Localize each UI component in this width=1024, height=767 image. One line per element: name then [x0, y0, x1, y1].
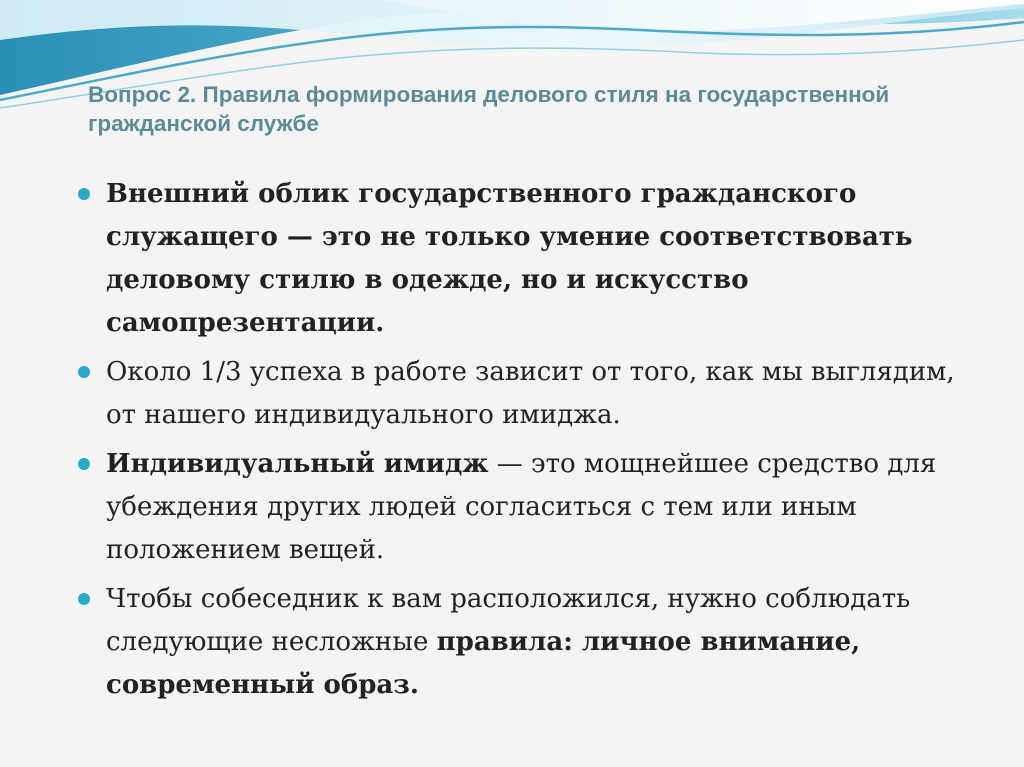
bullet-success-share-text: Около 1/3 успеха в работе зависит от того, как мы выглядим, от нашего индивидуального имиджа. — [106, 357, 955, 430]
bullet-dot-icon — [78, 458, 90, 470]
bullet-rules — [78, 578, 958, 707]
bullet-list — [78, 173, 958, 713]
bullet-dot-icon — [78, 366, 90, 378]
bullet-rules-bold: правила: личное внимание, современный образ. — [106, 627, 861, 700]
bullet-individual-image-text: — это мощнейшее средство для убеждения других людей согласиться с тем или иным положением вещей. — [106, 449, 937, 565]
bullet-success-share — [78, 351, 958, 437]
slide-title: Вопрос 2. Правила формирования делового стиля на государственной гражданской службе — [88, 82, 890, 136]
bullet-rules-text: Чтобы собеседник к вам расположился, нужно соблюдать следующие несложные — [106, 584, 911, 657]
bullet-appearance-bold: Внешний облик государственного гражданского служащего — это не только умение соответствовать деловому стилю в одежде, но и искусство самопрезентации. — [106, 179, 913, 338]
bullet-dot-icon — [78, 188, 90, 200]
bullet-appearance — [78, 173, 958, 345]
bullet-dot-icon — [78, 593, 90, 605]
bullet-individual-image-term: Индивидуальный имидж — [106, 449, 489, 479]
bullet-individual-image — [78, 443, 958, 572]
